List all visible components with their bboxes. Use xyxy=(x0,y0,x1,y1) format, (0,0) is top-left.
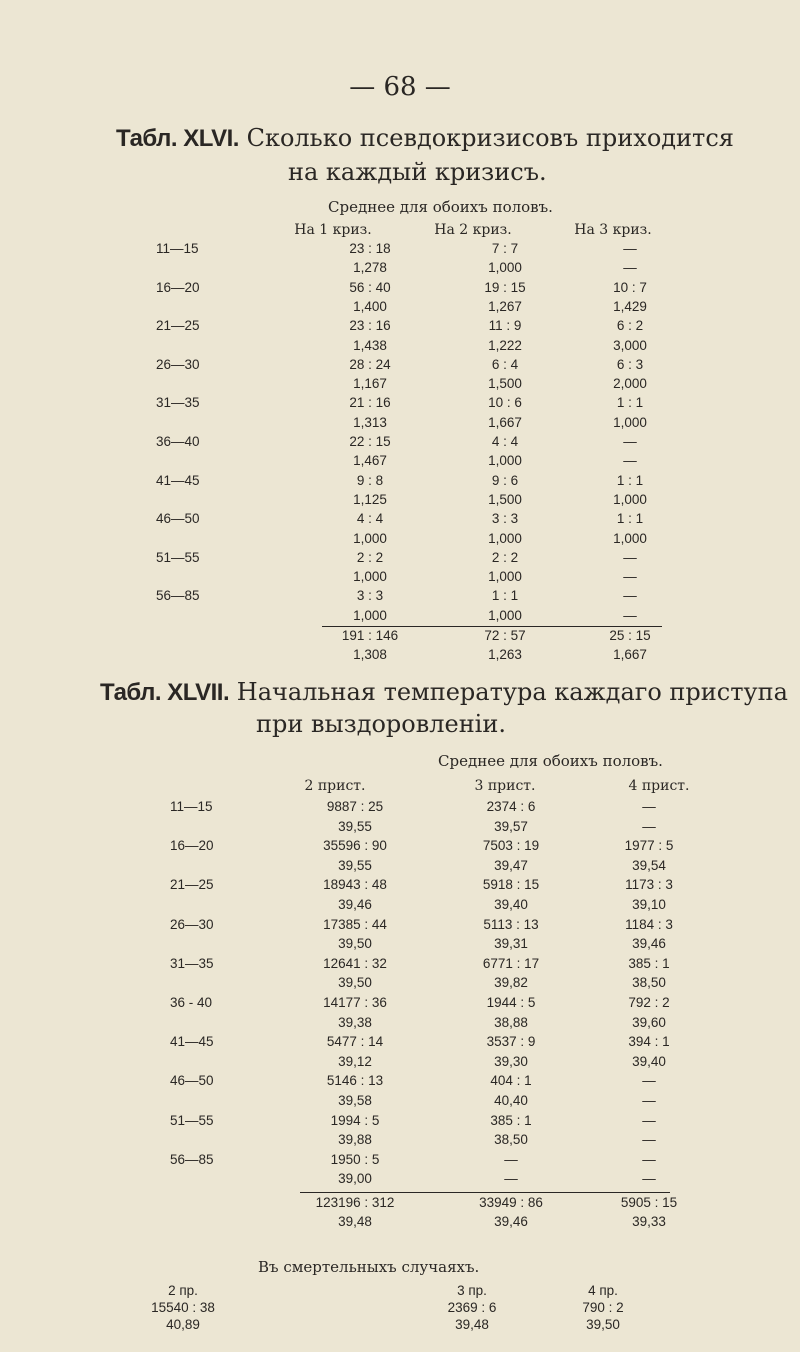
quotient-cell: 39,82 xyxy=(494,975,528,991)
ratio-cell: 3 : 3 xyxy=(491,511,519,527)
quotient-cell: 39,57 xyxy=(494,818,528,834)
quotient-cell: 38,88 xyxy=(494,1014,528,1030)
fatal-cell: 40,89 xyxy=(166,1317,200,1332)
age-group-label: 16—20 xyxy=(156,279,200,295)
quotient-cell: 2,000 xyxy=(613,376,647,392)
ratio-cell: 1 : 1 xyxy=(616,511,644,527)
quotient-cell: 1,000 xyxy=(613,414,647,430)
ratio-cell: 1994 : 5 xyxy=(330,1112,380,1128)
total-cell: 5905 : 15 xyxy=(620,1195,678,1210)
total-cell: 1,263 xyxy=(488,647,522,662)
ratio-cell: 6 : 3 xyxy=(616,356,644,372)
fatal-cell: 2369 : 6 xyxy=(447,1300,497,1315)
table46-title-line1: Сколько псевдокризисовъ приходится xyxy=(246,124,734,152)
age-group-label: 11—15 xyxy=(156,241,199,256)
ratio-cell: 22 : 15 xyxy=(349,434,391,449)
table-row xyxy=(0,1093,800,1112)
quotient-cell: 1,167 xyxy=(353,376,387,392)
ratio-cell: 385 : 1 xyxy=(490,1112,532,1128)
table-row xyxy=(0,376,800,395)
ratio-cell: — xyxy=(504,1151,518,1167)
ratio-cell: — xyxy=(642,1151,656,1167)
quotient-cell: 1,438 xyxy=(353,337,387,353)
ratio-cell: — xyxy=(642,799,656,814)
table47-col-header: 4 прист. xyxy=(628,778,690,794)
ratio-cell: 9 : 8 xyxy=(356,472,384,488)
total-cell: 39,48 xyxy=(338,1214,372,1229)
quotient-cell: 39,54 xyxy=(632,857,666,873)
total-cell: 1,308 xyxy=(353,647,387,662)
table46-total-row xyxy=(0,647,800,666)
table-row xyxy=(0,453,800,472)
table-row xyxy=(0,1054,800,1073)
ratio-cell: 56 : 40 xyxy=(349,279,391,295)
table-row xyxy=(0,1113,800,1132)
quotient-cell: 39,00 xyxy=(338,1171,372,1187)
quotient-cell: 1,222 xyxy=(488,337,522,353)
ratio-cell: 6771 : 17 xyxy=(482,955,540,971)
ratio-cell: 1184 : 3 xyxy=(625,916,673,932)
quotient-cell: — xyxy=(504,1171,518,1187)
table-row xyxy=(0,550,800,569)
age-group-label: 21—25 xyxy=(156,318,200,334)
table47-totals xyxy=(0,1195,800,1235)
table46-total-rule xyxy=(322,626,662,627)
page-number: — 68 — xyxy=(349,72,451,102)
table46-col-header: На 3 криз. xyxy=(574,222,652,238)
fatal-col-header: 4 пр. xyxy=(588,1283,618,1298)
ratio-cell: 1 : 1 xyxy=(616,472,644,488)
table-row xyxy=(0,838,800,857)
ratio-cell: 23 : 18 xyxy=(349,241,391,256)
quotient-cell: 38,50 xyxy=(632,975,666,991)
table-row xyxy=(0,956,800,975)
age-group-label: 56—85 xyxy=(156,588,200,604)
table47-total-row xyxy=(0,1195,800,1214)
fatal-col-header: 2 пр. xyxy=(168,1283,198,1298)
total-cell: 191 : 146 xyxy=(341,628,399,643)
table46-subtitle: Среднее для обоихъ половъ. xyxy=(328,198,553,216)
table-row xyxy=(0,415,800,434)
table-row xyxy=(0,318,800,337)
quotient-cell: 3,000 xyxy=(613,337,647,353)
quotient-cell: 39,40 xyxy=(632,1053,666,1069)
quotient-cell: 1,000 xyxy=(353,569,387,585)
table-row xyxy=(0,241,800,260)
table-row xyxy=(0,357,800,376)
quotient-cell: 39,12 xyxy=(338,1053,372,1069)
quotient-cell: 1,000 xyxy=(488,453,522,469)
ratio-cell: — xyxy=(623,588,637,604)
fatal-cell: 15540 : 38 xyxy=(151,1300,215,1315)
table-row xyxy=(0,473,800,492)
table-row xyxy=(0,608,800,627)
ratio-cell: 11 : 9 xyxy=(488,318,522,334)
ratio-cell: 5113 : 13 xyxy=(483,916,539,932)
quotient-cell: — xyxy=(642,818,656,834)
age-group-label: 36 - 40 xyxy=(170,995,213,1010)
table-row xyxy=(0,531,800,550)
table47-title-line2: при выздоровленіи. xyxy=(256,710,506,738)
ratio-cell: 1 : 1 xyxy=(491,588,519,604)
ratio-cell: 17385 : 44 xyxy=(323,916,387,932)
table47-col-header: 2 прист. xyxy=(304,778,366,794)
quotient-cell: 38,50 xyxy=(494,1132,528,1148)
fatal-cell: 39,50 xyxy=(586,1317,620,1332)
age-group-label: 41—45 xyxy=(170,1034,214,1050)
table-row xyxy=(0,799,800,818)
table46-totals xyxy=(0,628,800,668)
table-row xyxy=(0,975,800,994)
table-row xyxy=(0,434,800,453)
ratio-cell: 10 : 7 xyxy=(613,279,647,295)
fatal-cell: 39,48 xyxy=(455,1317,489,1332)
quotient-cell: 1,000 xyxy=(488,260,522,276)
ratio-cell: 4 : 4 xyxy=(356,511,384,527)
fatal-row xyxy=(0,1317,800,1336)
table-row xyxy=(0,995,800,1014)
ratio-cell: 5146 : 13 xyxy=(326,1073,384,1089)
quotient-cell: 1,000 xyxy=(488,569,522,585)
ratio-cell: 19 : 15 xyxy=(484,279,526,295)
ratio-cell: 1944 : 5 xyxy=(486,995,536,1010)
table-row xyxy=(0,299,800,318)
fatal-heading: Въ смертельныхъ случаяхъ. xyxy=(258,1258,480,1276)
quotient-cell: 1,000 xyxy=(613,530,647,546)
ratio-cell: — xyxy=(642,1073,656,1089)
quotient-cell: 39,50 xyxy=(338,975,372,991)
quotient-cell: 39,46 xyxy=(338,897,372,912)
ratio-cell: 28 : 24 xyxy=(349,356,391,372)
total-cell: 72 : 57 xyxy=(484,628,526,643)
quotient-cell: 1,467 xyxy=(353,453,387,469)
quotient-cell: 39,55 xyxy=(338,818,372,834)
quotient-cell: 39,50 xyxy=(338,936,372,952)
ratio-cell: 9887 : 25 xyxy=(326,799,384,814)
table47-title-line1: Начальная температура каждаго приступа xyxy=(236,678,788,706)
ratio-cell: 10 : 6 xyxy=(488,395,522,411)
ratio-cell: 5477 : 14 xyxy=(326,1034,384,1050)
ratio-cell: 385 : 1 xyxy=(628,955,670,971)
quotient-cell: 1,400 xyxy=(353,298,387,314)
ratio-cell: 4 : 4 xyxy=(491,434,519,449)
age-group-label: 51—55 xyxy=(156,549,200,565)
table-row xyxy=(0,877,800,896)
table-row xyxy=(0,260,800,279)
ratio-cell: 3 : 3 xyxy=(356,588,384,604)
age-group-label: 56—85 xyxy=(170,1151,214,1167)
table-row xyxy=(0,1132,800,1151)
age-group-label: 11—15 xyxy=(170,799,213,814)
table-row xyxy=(0,511,800,530)
table-row xyxy=(0,1073,800,1092)
table47-total-rule xyxy=(300,1192,670,1193)
fatal-col-header: 3 пр. xyxy=(457,1283,487,1298)
table47-label: Табл. XLVII. xyxy=(100,679,230,706)
ratio-cell: 14177 : 36 xyxy=(323,995,387,1010)
age-group-label: 26—30 xyxy=(170,916,214,932)
table-row xyxy=(0,858,800,877)
table47-body xyxy=(0,799,800,1199)
table-row xyxy=(0,1152,800,1171)
table-row xyxy=(0,897,800,916)
quotient-cell: 39,55 xyxy=(338,857,372,873)
ratio-cell: 1977 : 5 xyxy=(624,838,674,854)
quotient-cell: 1,000 xyxy=(353,607,387,623)
quotient-cell: 1,278 xyxy=(353,260,387,276)
table-row xyxy=(0,280,800,299)
age-group-label: 51—55 xyxy=(170,1112,214,1128)
ratio-cell: — xyxy=(623,549,637,565)
table-row xyxy=(0,917,800,936)
ratio-cell: 5918 : 15 xyxy=(482,877,540,893)
age-group-label: 21—25 xyxy=(170,877,214,893)
table-row xyxy=(0,588,800,607)
ratio-cell: — xyxy=(642,1112,656,1128)
ratio-cell: 792 : 2 xyxy=(628,995,670,1010)
ratio-cell: 2 : 2 xyxy=(356,549,384,565)
ratio-cell: 35596 : 90 xyxy=(323,838,387,854)
total-cell: 39,33 xyxy=(632,1214,666,1229)
fatal-table xyxy=(0,1283,800,1343)
table47-total-row xyxy=(0,1214,800,1233)
quotient-cell: — xyxy=(642,1093,656,1108)
ratio-cell: 23 : 16 xyxy=(349,318,391,334)
quotient-cell: 1,313 xyxy=(353,414,387,430)
age-group-label: 41—45 xyxy=(156,472,200,488)
quotient-cell: 39,58 xyxy=(338,1093,372,1108)
age-group-label: 26—30 xyxy=(156,356,200,372)
ratio-cell: 404 : 1 xyxy=(490,1073,532,1089)
ratio-cell: 6 : 2 xyxy=(616,318,644,334)
table-row xyxy=(0,492,800,511)
table-row xyxy=(0,1171,800,1190)
quotient-cell: 39,30 xyxy=(494,1053,528,1069)
table47-col-header: 3 прист. xyxy=(474,778,536,794)
table46-body xyxy=(0,241,800,641)
quotient-cell: 39,40 xyxy=(494,897,528,912)
ratio-cell: 9 : 6 xyxy=(491,472,519,488)
table47-title xyxy=(100,678,788,707)
table46-col-header: На 1 криз. xyxy=(294,222,372,238)
ratio-cell: 3537 : 9 xyxy=(486,1034,536,1050)
table-row xyxy=(0,936,800,955)
ratio-cell: 21 : 16 xyxy=(349,395,391,411)
quotient-cell: 1,000 xyxy=(488,607,522,623)
age-group-label: 46—50 xyxy=(156,511,200,527)
ratio-cell: 12641 : 32 xyxy=(323,955,387,971)
age-group-label: 31—35 xyxy=(156,395,200,411)
ratio-cell: 1173 : 3 xyxy=(625,877,673,893)
quotient-cell: — xyxy=(623,453,637,469)
quotient-cell: 1,429 xyxy=(613,298,647,314)
table-row xyxy=(0,338,800,357)
age-group-label: 46—50 xyxy=(170,1073,214,1089)
ratio-cell: — xyxy=(623,434,637,449)
table-row xyxy=(0,1015,800,1034)
quotient-cell: 39,38 xyxy=(338,1014,372,1030)
quotient-cell: 39,31 xyxy=(494,936,528,952)
total-cell: 123196 : 312 xyxy=(315,1195,395,1210)
ratio-cell: 7503 : 19 xyxy=(482,838,540,854)
total-cell: 25 : 15 xyxy=(609,628,651,643)
age-group-label: 16—20 xyxy=(170,838,214,854)
quotient-cell: 39,46 xyxy=(632,936,666,952)
quotient-cell: 1,000 xyxy=(353,530,387,546)
table-row xyxy=(0,1034,800,1053)
quotient-cell: 1,500 xyxy=(488,376,522,392)
table-row xyxy=(0,395,800,414)
quotient-cell: 39,10 xyxy=(632,897,666,912)
ratio-cell: 18943 : 48 xyxy=(323,877,387,893)
quotient-cell: — xyxy=(623,569,637,585)
ratio-cell: — xyxy=(623,241,637,256)
quotient-cell: — xyxy=(623,607,637,623)
age-group-label: 31—35 xyxy=(170,955,214,971)
total-cell: 33949 : 86 xyxy=(479,1195,543,1210)
ratio-cell: 394 : 1 xyxy=(628,1034,670,1050)
table-row xyxy=(0,819,800,838)
ratio-cell: 7 : 7 xyxy=(491,241,519,256)
quotient-cell: 1,125 xyxy=(353,491,387,507)
quotient-cell: — xyxy=(642,1171,656,1187)
quotient-cell: 1,000 xyxy=(488,530,522,546)
table46-title-line2: на каждый кризисъ. xyxy=(288,158,547,186)
total-cell: 1,667 xyxy=(613,647,647,662)
quotient-cell: 1,500 xyxy=(488,491,522,507)
quotient-cell: 1,000 xyxy=(613,491,647,507)
ratio-cell: 1950 : 5 xyxy=(330,1151,380,1167)
table47-subtitle: Среднее для обоихъ половъ. xyxy=(438,752,663,770)
quotient-cell: 39,88 xyxy=(338,1132,372,1148)
quotient-cell: 40,40 xyxy=(494,1093,528,1108)
ratio-cell: 1 : 1 xyxy=(616,395,644,411)
quotient-cell: 39,47 xyxy=(494,857,528,873)
quotient-cell: — xyxy=(642,1132,656,1148)
table46-title xyxy=(116,124,734,153)
quotient-cell: 1,267 xyxy=(488,298,522,314)
fatal-cell: 790 : 2 xyxy=(582,1300,624,1315)
age-group-label: 36—40 xyxy=(156,434,200,449)
ratio-cell: 2 : 2 xyxy=(491,549,519,565)
ratio-cell: 2374 : 6 xyxy=(486,799,536,814)
total-cell: 39,46 xyxy=(494,1214,528,1229)
table46-total-row xyxy=(0,628,800,647)
table46-label: Табл. XLVI. xyxy=(116,125,239,152)
table-row xyxy=(0,569,800,588)
ratio-cell: 6 : 4 xyxy=(491,356,519,372)
quotient-cell: — xyxy=(623,260,637,276)
quotient-cell: 39,60 xyxy=(632,1014,666,1030)
quotient-cell: 1,667 xyxy=(488,414,522,430)
table46-col-header: На 2 криз. xyxy=(434,222,512,238)
